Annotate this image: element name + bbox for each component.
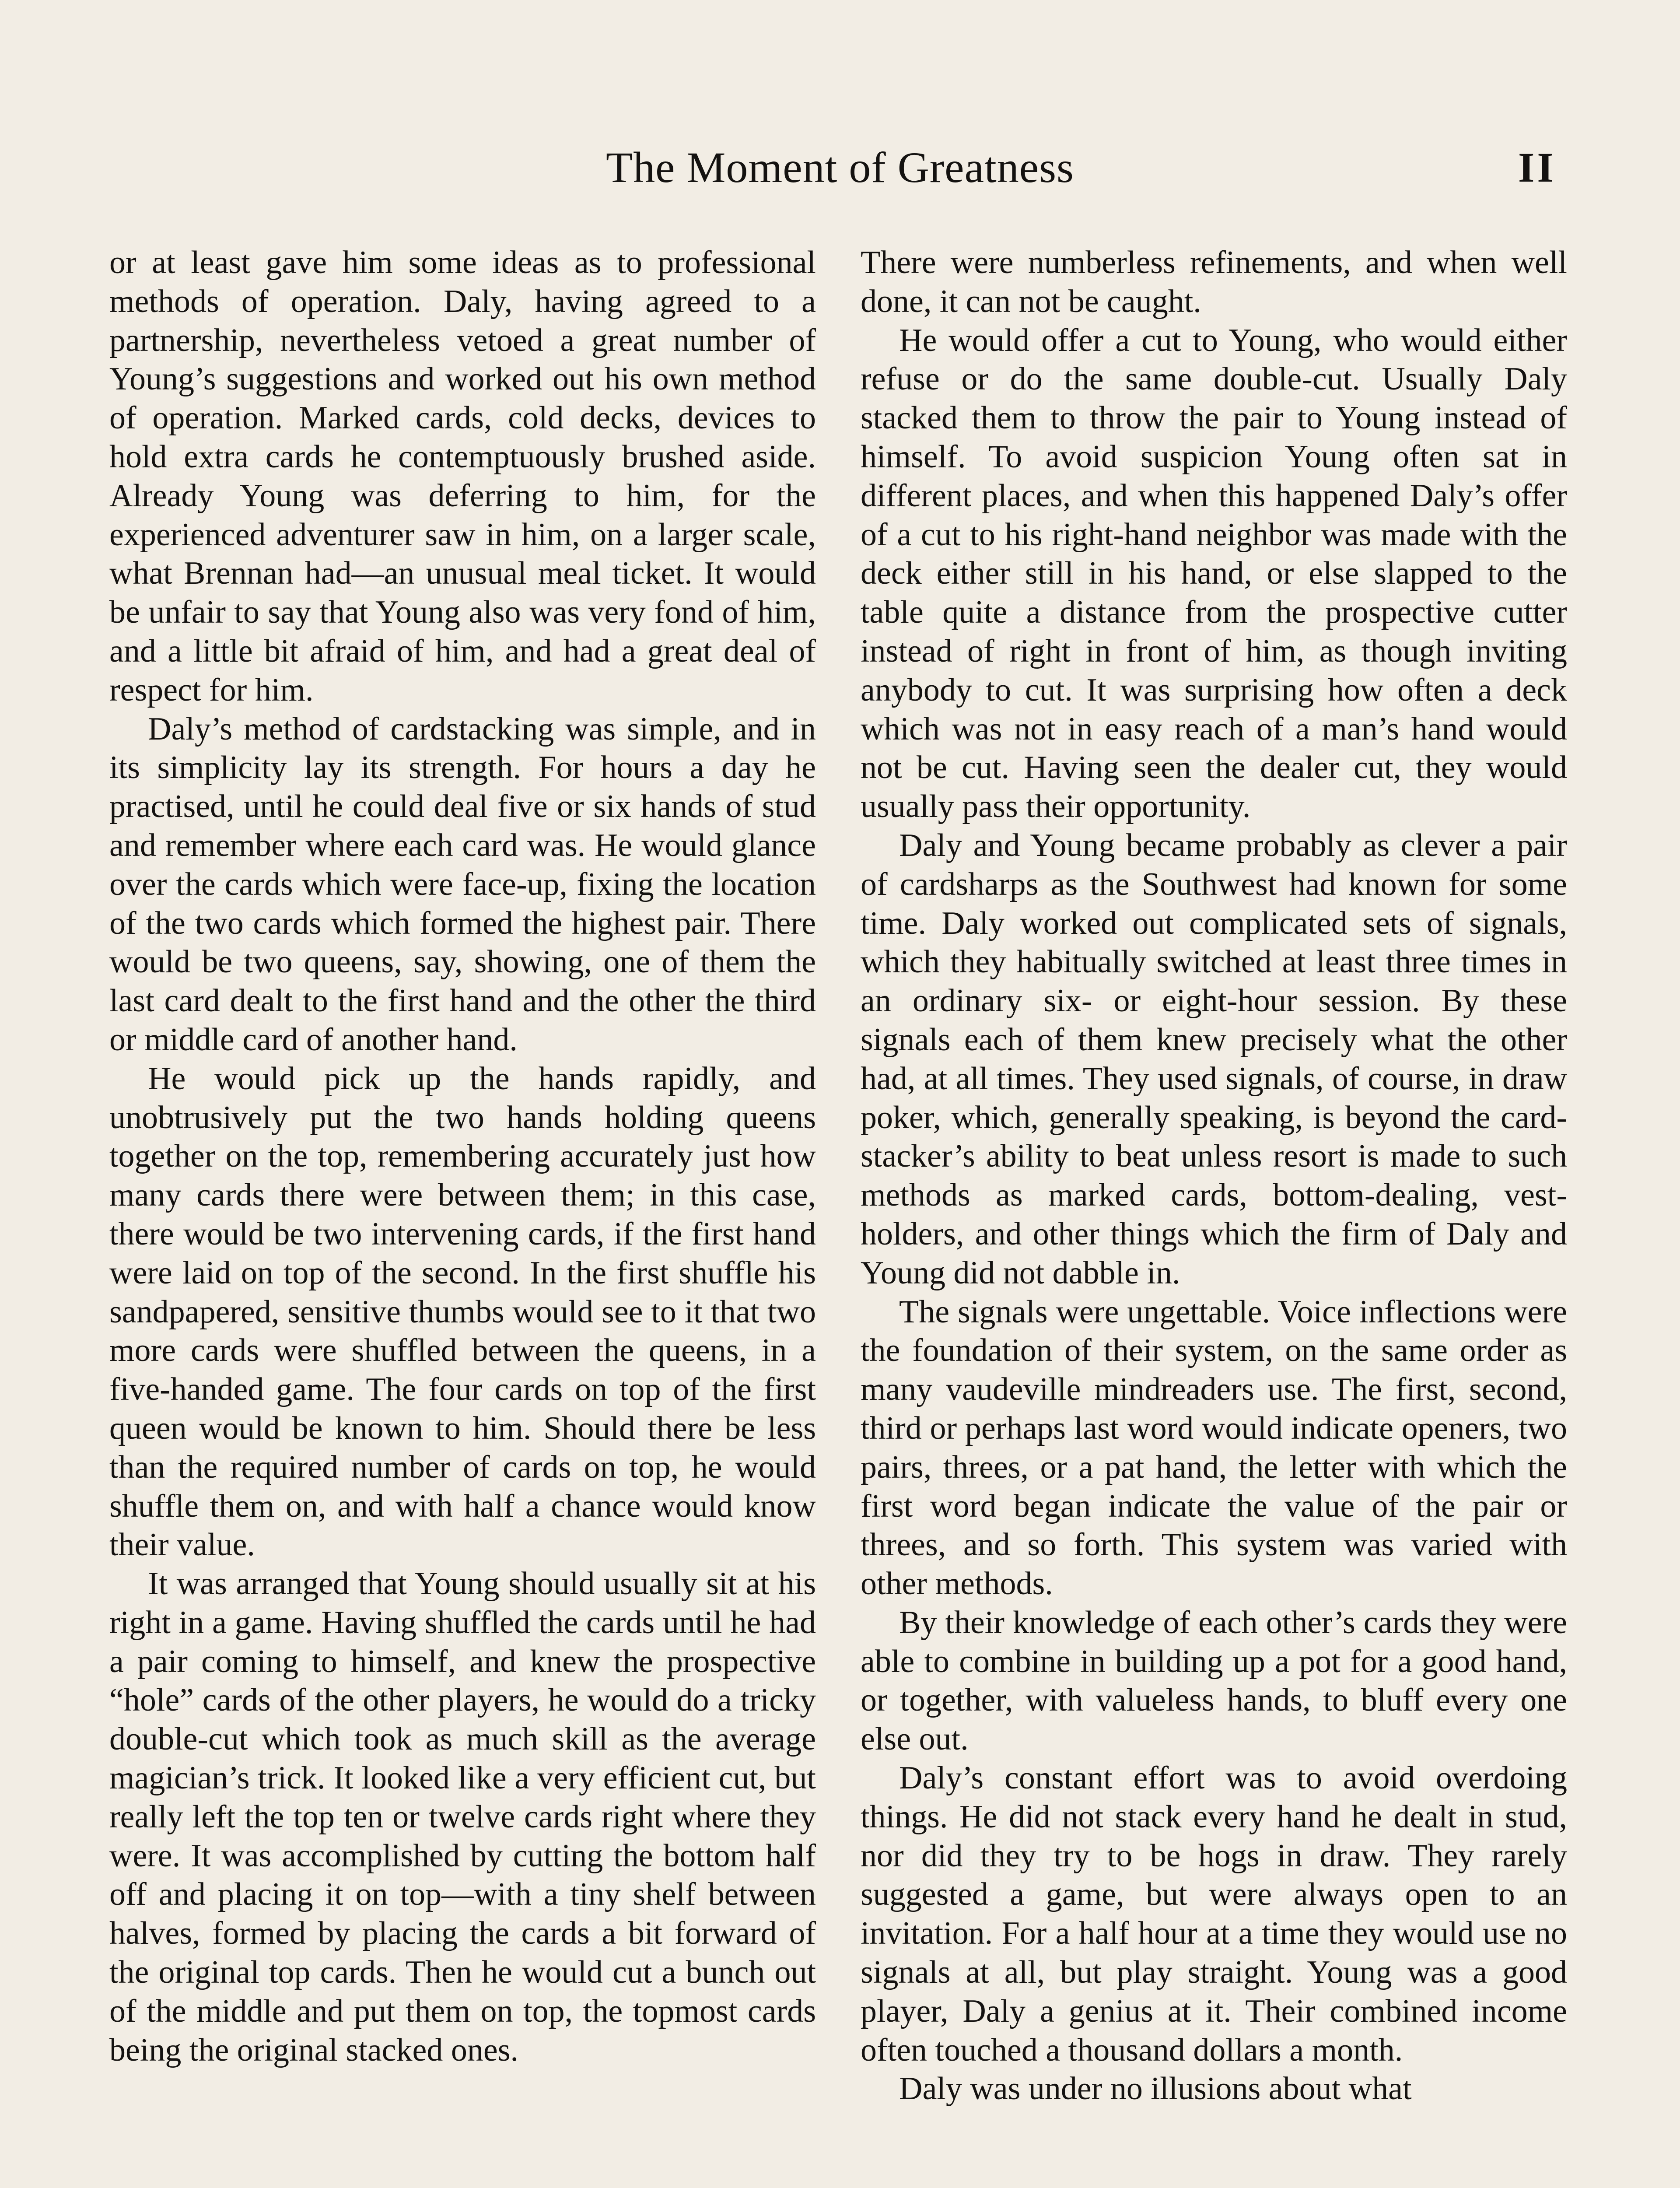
paragraph: It was arranged that Young should usually sit at his right in a game. Having shuffled the cards until he had a pair coming to himself, and knew the prospective “hole” cards of the other players, he would do a tricky double-cut which took as much skill as the average magician’s trick. It looked like a very efficient cut, but really left the top ten or twelve cards right where they were. It was accomplished by cutting the bottom half off and placing it on top—with a tiny shelf between halves, formed by placing the cards a bit forward of the original top cards. Then he would cut a bunch out of the middle and put them on top, the topmost cards being the original stacked ones.	[109, 1566, 816, 2068]
paragraph: He would offer a cut to Young, who would either refuse or do the same double-cut. Usually Daly stacked them to throw the pair to Young instead of himself. To avoid suspicion Young often sat in different places, and when this happened Daly’s offer of a cut to his right-hand neighbor was made with the deck either still in his hand, or else slapped to the table quite a distance from the prospective cutter instead of right in front of him, as though inviting anybody to cut. It was surprising how often a deck which was not in easy reach of a man’s hand would not be cut. Having seen the dealer cut, they would usually pass their opportunity.	[861, 322, 1567, 825]
paragraph: Daly’s constant effort was to avoid overdoing things. He did not stack every hand he dealt in stud, nor did they try to be hogs in draw. They rarely suggested a game, but were always open to an invitation. For a half hour at a time they would use no signals at all, but play straight. Young was a good player, Daly a genius at it. Their combined income often touched a thousand dollars a month.	[861, 1760, 1567, 2068]
paragraph: or at least gave him some ideas as to professional methods of operation. Daly, having agreed to a partnership, nevertheless vetoed a great number of Young’s suggestions and worked out his own method of operation. Marked cards, cold decks, devices to hold extra cards he contemptuously brushed aside. Already Young was deferring to him, for the experienced adventurer saw in him, on a larger scale, what Brennan had—an unusual meal ticket. It would be unfair to say that Young also was very fond of him, and a little bit afraid of him, and had a great deal of respect for him.	[109, 245, 816, 708]
paragraph: By their knowledge of each other’s cards they were able to combine in building up a pot for a good hand, or together, with valueless hands, to bluff every one else out.	[861, 1604, 1567, 1757]
paragraph: The signals were ungettable. Voice inflections were the foundation of their system, on the same order as many vaudeville mindreaders use. The first, second, third or perhaps last word would indicate openers, two pairs, threes, or a pat hand, the letter with which the first word began indicate the value of the pair or threes, and so forth. This system was varied with other methods.	[861, 1294, 1567, 1602]
paragraph: Daly and Young became probably as clever a pair of cardsharps as the Southwest had known for some time. Daly worked out complicated sets of signals, which they habitually switched at least three times in an ordinary six- or eight-hour session. By these signals each of them knew precisely what the other had, at all times. They used signals, of course, in draw poker, which, generally speaking, is beyond the card-stacker’s ability to beat unless resort is made to such methods as marked cards, bottom-dealing, vest-holders, and other things which the firm of Daly and Young did not dabble in.	[861, 827, 1567, 1291]
text-column-left	[109, 243, 816, 2069]
page-number: II	[1518, 144, 1556, 191]
paragraph: Daly was under no illusions about what	[899, 2071, 1412, 2107]
paragraph: He would pick up the hands rapidly, and unobtrusively put the two hands holding queens together on the top, remembering accurately just how many cards there were between them; in this case, there would be two intervening cards, if the first hand were laid on top of the second. In the first shuffle his sandpapered, sensitive thumbs would see to it that two more cards were shuffled between the queens, in a five-handed game. The four cards on top of the first queen would be known to him. Should there be less than the required number of cards on top, he would shuffle them on, and with half a chance would know their value.	[109, 1060, 816, 1563]
running-head-title: The Moment of Greatness	[606, 143, 1074, 192]
paragraph: Daly’s method of cardstacking was simple, and in its simplicity lay its strength. For hours a day he practised, until he could deal five or six hands of stud and remember where each card was. He would glance over the cards which were face-up, fixing the location of the two cards which formed the highest pair. There would be two queens, say, showing, one of them the last card dealt to the first hand and the other the third or middle card of another hand.	[109, 711, 816, 1058]
paragraph: There were numberless refinements, and when well done, it can not be caught.	[861, 245, 1567, 319]
text-column-right	[861, 243, 1567, 2108]
